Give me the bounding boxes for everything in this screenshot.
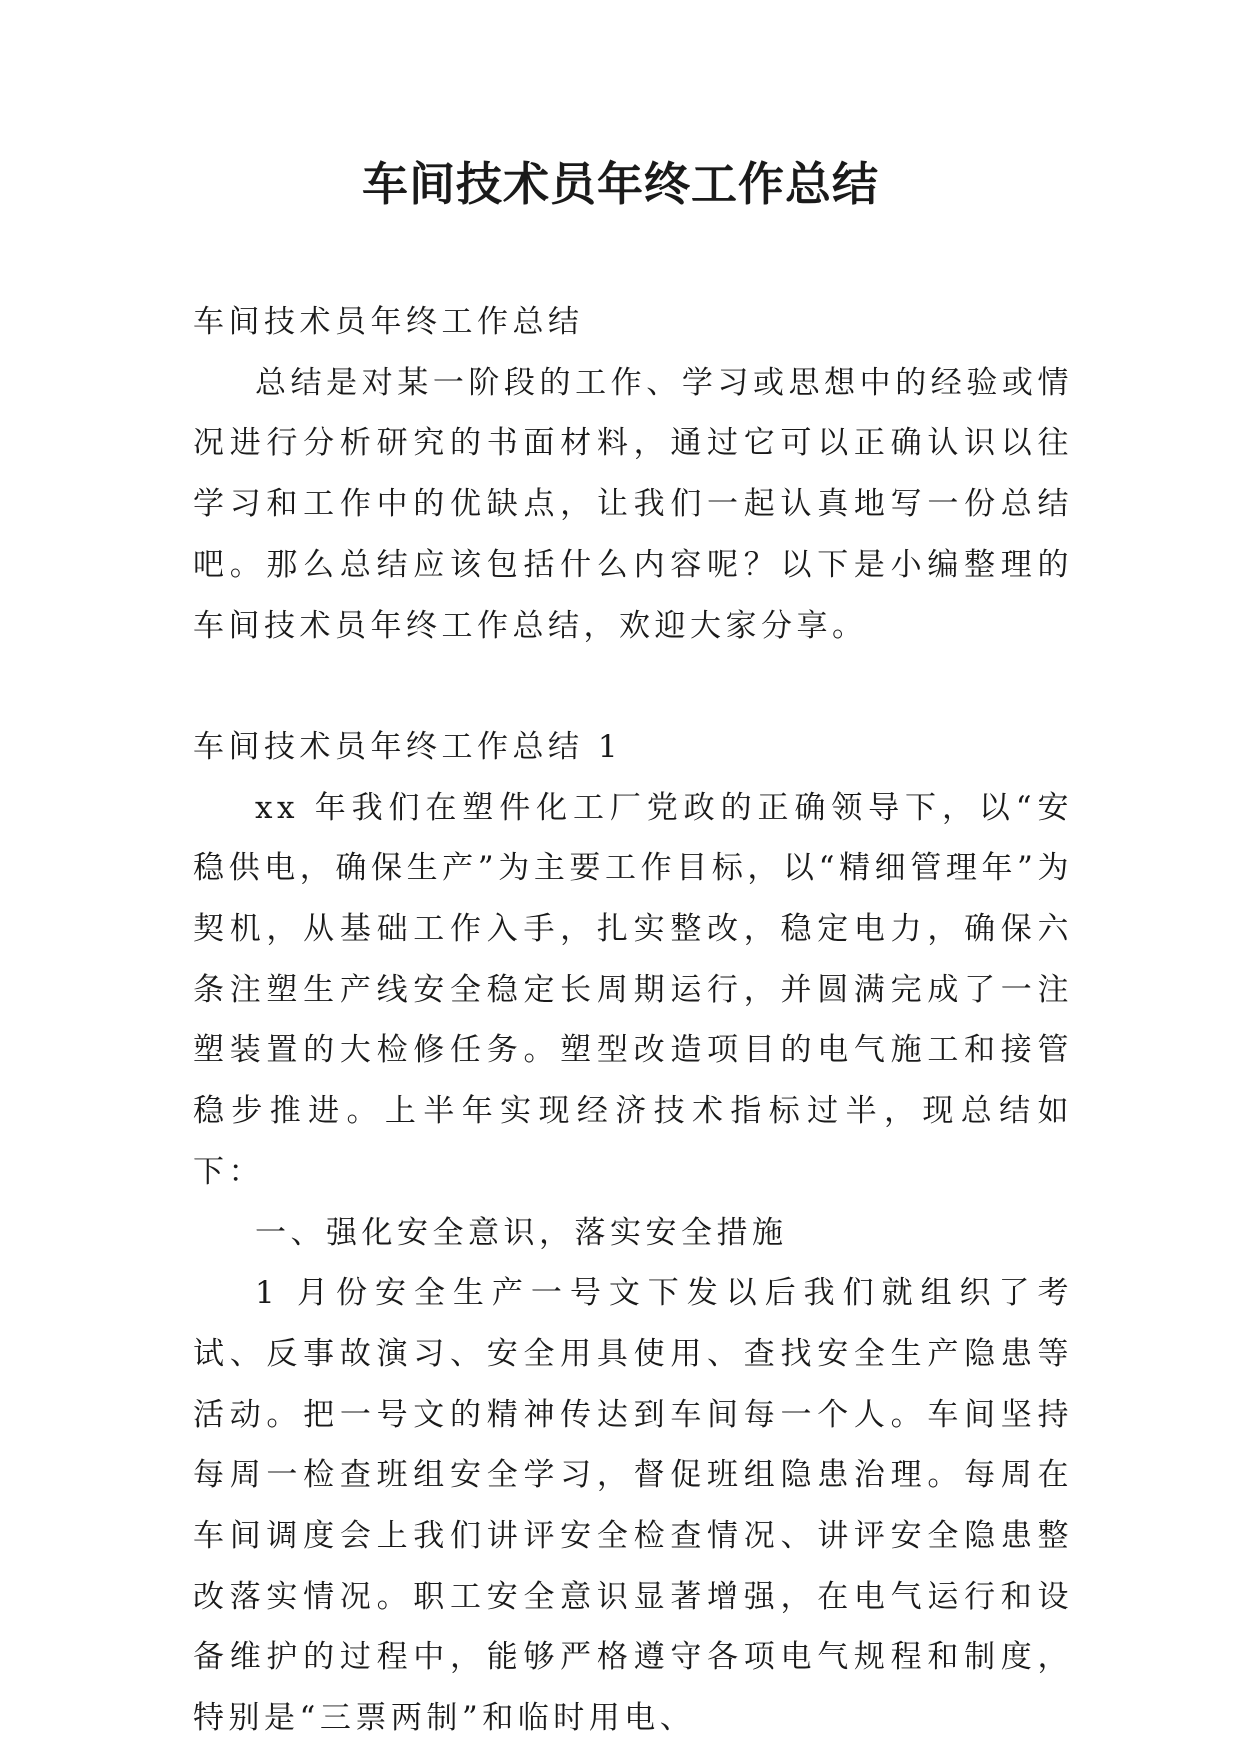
intro-paragraph: 总结是对某一阶段的工作、学习或思想中的经验或情况进行分析研究的书面材料，通过它可以正确认识以往学习和工作中的优缺点，让我们一起认真地写一份总结吧。那么总结应该包括什么内容呢？以下是小编整理的车间技术员年终工作总结，欢迎大家分享。: [193, 364, 1073, 644]
section-spacer: [193, 656, 1073, 717]
section-heading: 车间技术员年终工作总结 1: [193, 728, 623, 765]
body-subheading: 一、强化安全意识，落实安全措施: [255, 1214, 788, 1251]
body-paragraph: 1 月份安全生产一号文下发以后我们就组织了考试、反事故演习、安全用具使用、查找安全生产隐患等活动。把一号文的精神传达到车间每一个人。车间坚持每周一检查班组安全学习，督促班组隐患治理。每周在车间调度会上我们讲评安全检查情况、讲评安全隐患整改落实情况。职工安全意识显著增强，在电气运行和设备维护的过程中，能够严格遵守各项电气规程和制度，特别是“三票两制”和临时用电、: [193, 1275, 1073, 1737]
document-subtitle: 车间技术员年终工作总结: [193, 304, 584, 340]
document-title: 车间技术员年终工作总结: [362, 157, 879, 211]
body-paragraph: xx 年我们在塑件化工厂党政的正确领导下，以“安稳供电，确保生产”为主要工作目标，以“精细管理年”为契机，从基础工作入手，扎实整改，稳定电力，确保六条注塑生产线安全稳定长周期运行，并圆满完成了一注塑装置的大检修任务。塑型改造项目的电气施工和接管稳步推进。上半年实现经济技术指标过半，现总结如下：: [193, 789, 1073, 1190]
document-body: [193, 292, 1073, 1749]
